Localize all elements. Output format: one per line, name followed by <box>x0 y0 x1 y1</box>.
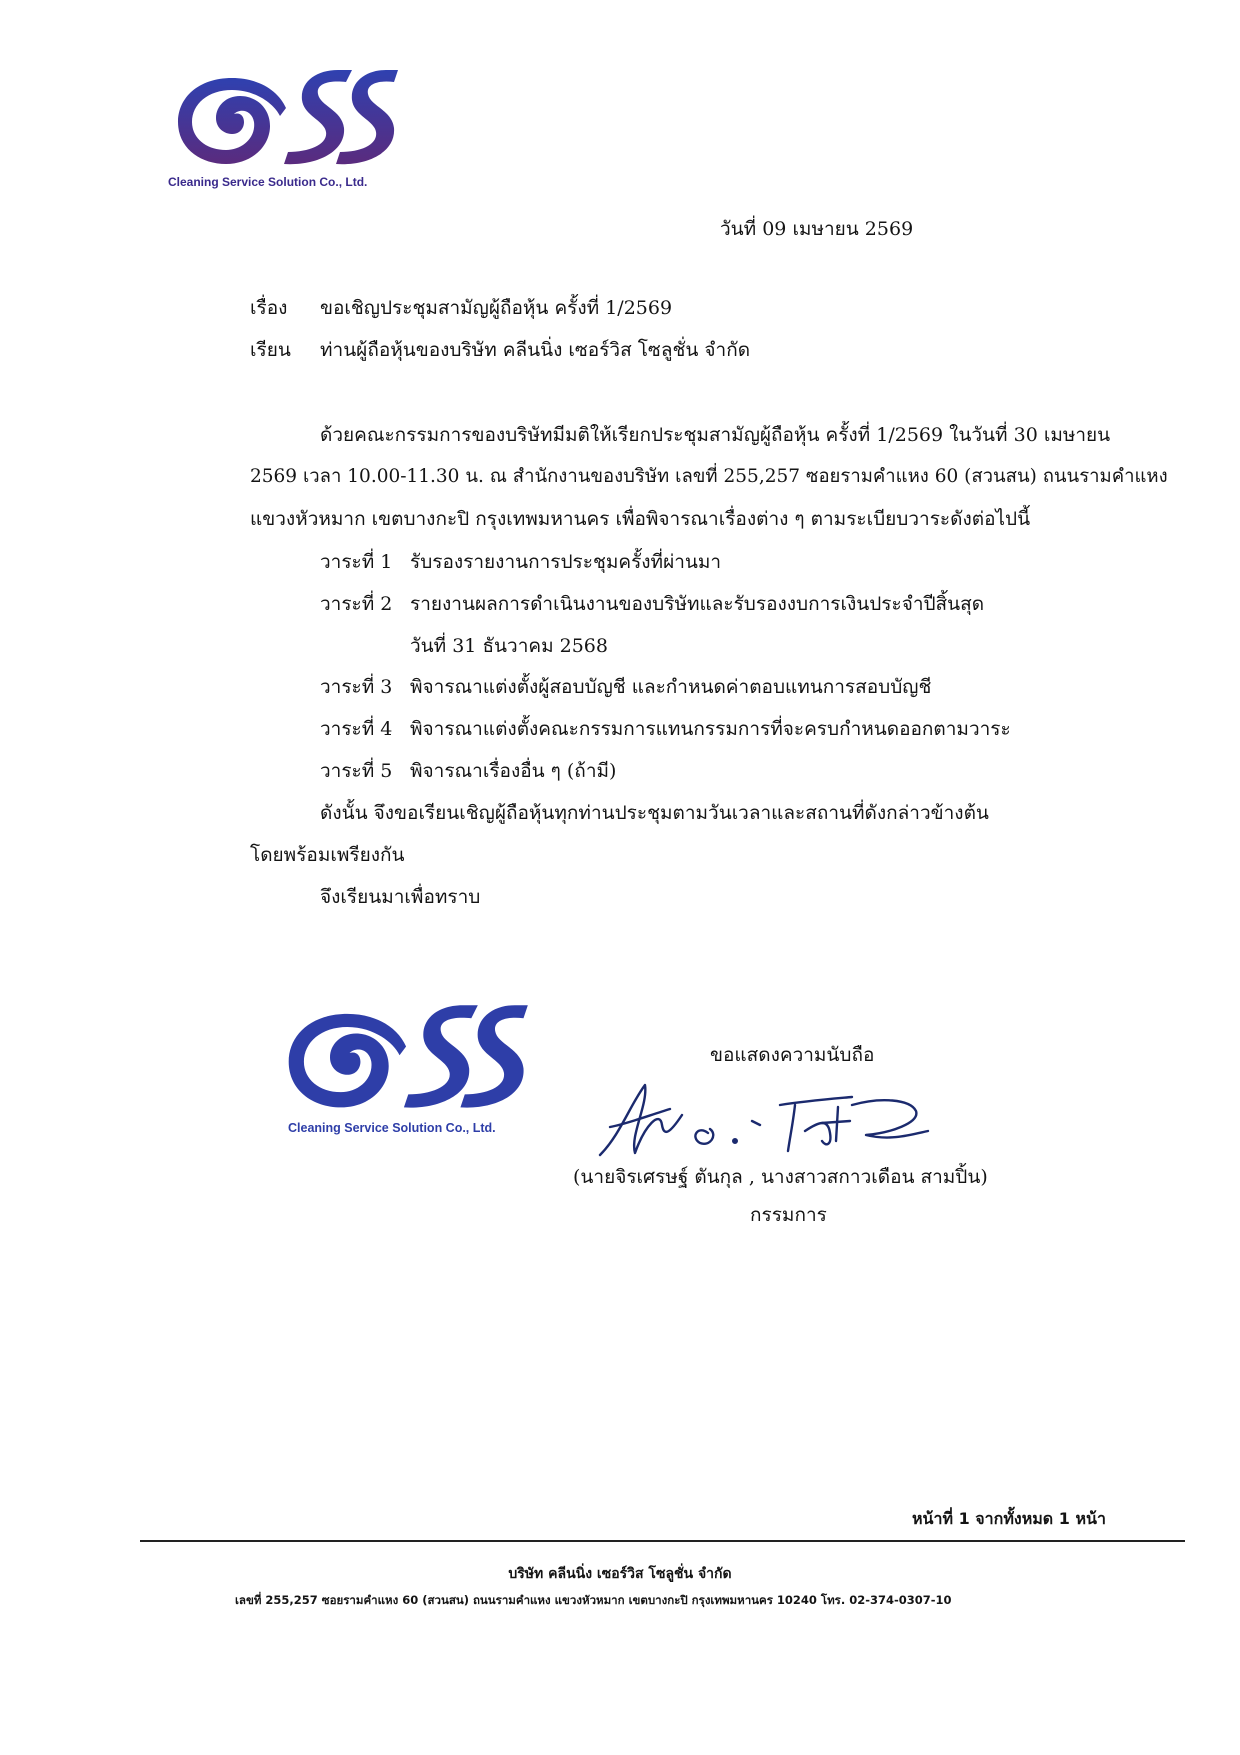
stamp-logo-caption: Cleaning Service Solution Co., Ltd. <box>288 1121 496 1135</box>
agenda-3-label: วาระที่ 3 <box>320 676 393 698</box>
agenda-4-text: พิจารณาแต่งตั้งคณะกรรมการแทนกรรมการที่จะครบกำหนดออกตามวาระ <box>410 718 1011 740</box>
subject-label: เรื่อง <box>250 297 288 319</box>
closing-line-1: ดังนั้น จึงขอเรียนเชิญผู้ถือหุ้นทุกท่านประชุมตามวันเวลาและสถานที่ดังกล่าวข้างต้น <box>320 802 989 824</box>
agenda-2-text: รายงานผลการดำเนินงานของบริษัทและรับรองงบการเงินประจำปีสิ้นสุด <box>410 593 985 615</box>
signatory-names: (นายจิรเศรษฐ์ ตันกุล , นางสาวสกาวเดือน สามปิ้น) <box>573 1166 988 1188</box>
body-line-2: 2569 เวลา 10.00-11.30 น. ณ สำนักงานของบริษัท เลขที่ 255,257 ซอยรามคำแหง 60 (สวนสน) ถนนรามคำแหง <box>250 466 1168 487</box>
closing-line-2: โดยพร้อมเพรียงกัน <box>250 844 405 866</box>
company-logo-mark <box>170 56 400 171</box>
subject-text: ขอเชิญประชุมสามัญผู้ถือหุ้น ครั้งที่ 1/2569 <box>320 297 673 319</box>
agenda-1-text: รับรองรายงานการประชุมครั้งที่ผ่านมา <box>410 551 722 573</box>
company-logo-caption: Cleaning Service Solution Co., Ltd. <box>168 175 368 189</box>
regards-line: จึงเรียนมาเพื่อทราบ <box>320 886 481 908</box>
company-stamp-logo <box>280 990 530 1140</box>
agenda-3-text: พิจารณาแต่งตั้งผู้สอบบัญชี และกำหนดค่าตอบแทนการสอบบัญชี <box>410 676 932 698</box>
recipient-text: ท่านผู้ถือหุ้นของบริษัท คลีนนิ่ง เซอร์วิส โซลูชั่น จำกัด <box>320 339 751 361</box>
letter-date: วันที่ 09 เมษายน 2569 <box>720 218 914 240</box>
agenda-1-label: วาระที่ 1 <box>320 551 393 573</box>
signoff: ขอแสดงความนับถือ <box>710 1044 875 1066</box>
page-number: หน้าที่ 1 จากทั้งหมด 1 หน้า <box>912 1509 1106 1528</box>
agenda-4-label: วาระที่ 4 <box>320 718 393 740</box>
agenda-2-label: วาระที่ 2 <box>320 593 393 615</box>
header-company-logo <box>168 56 400 189</box>
recipient-label: เรียน <box>250 339 291 361</box>
footer-divider <box>140 1540 1185 1542</box>
agenda-5-label: วาระที่ 5 <box>320 760 393 782</box>
agenda-5-text: พิจารณาเรื่องอื่น ๆ (ถ้ามี) <box>410 760 617 782</box>
body-line-1: ด้วยคณะกรรมการของบริษัทมีมติให้เรียกประชุมสามัญผู้ถือหุ้น ครั้งที่ 1/2569 ในวันที่ 30 เมษายน <box>320 424 1111 446</box>
handwritten-signatures <box>590 1075 970 1175</box>
footer-address: เลขที่ 255,257 ซอยรามคำแหง 60 (สวนสน) ถนนรามคำแหง แขวงหัวหมาก เขตบางกะปิ กรุงเทพมหานคร 10240 โทร. 02-374-0307-10 <box>235 1593 952 1607</box>
stamp-logo-mark <box>280 990 530 1115</box>
agenda-2-continuation: วันที่ 31 ธันวาคม 2568 <box>410 635 608 657</box>
body-line-3: แขวงหัวหมาก เขตบางกะปิ กรุงเทพมหานคร เพื่อพิจารณาเรื่องต่าง ๆ ตามระเบียบวาระดังต่อไปนี้ <box>250 508 1031 530</box>
signatory-position: กรรมการ <box>750 1204 827 1226</box>
footer-company-name: บริษัท คลีนนิ่ง เซอร์วิส โซลูชั่น จำกัด <box>508 1566 732 1582</box>
